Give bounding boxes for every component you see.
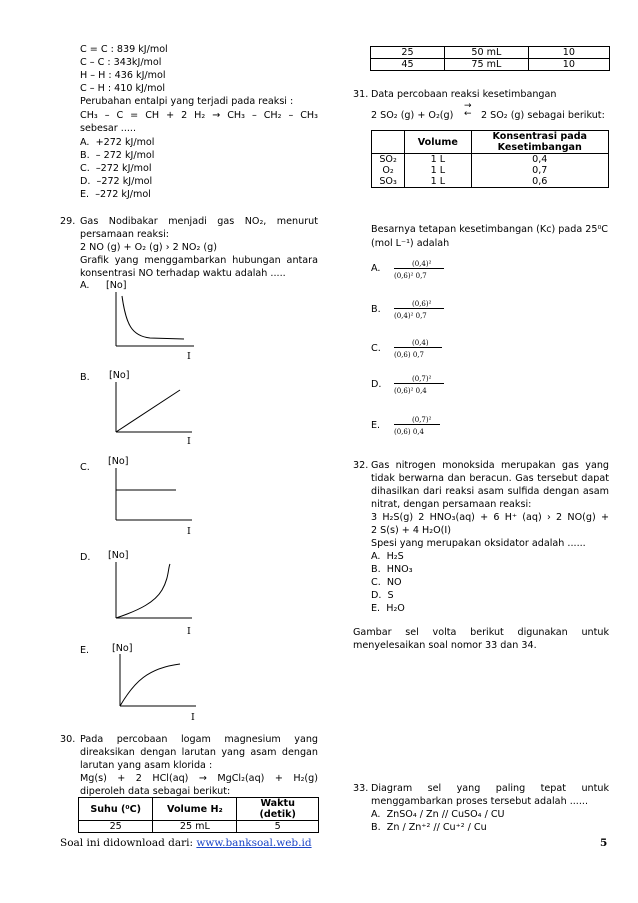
table-cell: 10 [528, 59, 609, 71]
answer-option[interactable]: A. H₂S [371, 551, 404, 562]
table-row [372, 165, 609, 176]
table-cell: 0,7 [471, 165, 608, 176]
table-row [371, 47, 610, 59]
section-text: menyelesaikan soal nomor 33 dan 34. [353, 640, 537, 651]
table-cell: 25 [371, 47, 445, 59]
option-letter[interactable]: C. [80, 462, 90, 473]
column-header: Waktu (detik) [237, 798, 319, 821]
reaction-equation: 3 H₂S(g) 2 HNO₃(aq) + 6 H⁺ (aq) › 2 NO(g) + [371, 512, 609, 523]
column-header: Suhu (⁰C) [79, 798, 153, 821]
table-cell: O₂ [372, 165, 405, 176]
table-cell: 1 L [405, 154, 471, 166]
table-cell: SO₃ [372, 176, 405, 188]
question-text: Besarnya tetapan kesetimbangan (Kc) pada 25⁰C [371, 224, 609, 235]
answer-option[interactable]: A. +272 kJ/mol [80, 137, 155, 148]
fraction-option-d[interactable] [390, 371, 480, 401]
answer-option[interactable]: E. –272 kJ/mol [80, 189, 151, 200]
bond-energy: H – H : 436 kJ/mol [80, 70, 166, 81]
column-header: Konsentrasi pada Kesetimbangan [471, 131, 608, 154]
question-text: Spesi yang merupakan oksidator adalah ...... [371, 538, 586, 549]
denominator: (0,6) 0,4 [394, 428, 424, 436]
x-axis-label: I [191, 712, 195, 723]
question-text: Data percobaan reaksi kesetimbangan [371, 89, 557, 100]
answer-option[interactable]: A. ZnSO₄ / Zn // CuSO₄ / CU [371, 809, 505, 820]
answer-option[interactable]: B. Zn / Zn⁺² // Cu⁺² / Cu [371, 822, 487, 833]
page-footer [60, 837, 312, 849]
question-text: dihasilkan dari reaksi asam sulfida dengan asam [371, 486, 609, 497]
answer-option[interactable]: E. H₂O [371, 603, 405, 614]
table-row [79, 821, 319, 833]
y-axis-label: [No] [108, 456, 129, 467]
fraction-bar [394, 383, 444, 384]
question-number: 33. [353, 783, 369, 794]
question-text: sebesar ..... [80, 123, 137, 134]
footer-link[interactable]: www.banksoal.web.id [196, 837, 312, 849]
option-letter[interactable]: A. [371, 263, 381, 274]
option-letter[interactable]: C. [371, 343, 381, 354]
question-text: Diagram sel yang paling tepat untuk [371, 783, 609, 794]
fraction-bar [394, 308, 444, 309]
table-cell: 0,6 [471, 176, 608, 188]
answer-option[interactable]: B. HNO₃ [371, 564, 413, 575]
fraction-option-e[interactable] [390, 412, 480, 442]
question-text: tidak berwarna dan beracun. Gas tersebut dapat [371, 473, 609, 484]
question-number: 31. [353, 89, 369, 100]
denominator: (0,4)² 0,7 [394, 312, 427, 320]
option-letter[interactable]: D. [371, 379, 382, 390]
x-axis-label: I [187, 626, 191, 637]
question-text: direaksikan dengan larutan yang asam dengan [80, 747, 318, 758]
x-axis-label: I [187, 436, 191, 447]
reaction-equation: 2 SO₂ (g) sebagai berikut: [481, 110, 605, 121]
curve [122, 296, 184, 339]
graph-exponential-increasing[interactable] [100, 560, 200, 624]
graph-decreasing-curve[interactable] [100, 290, 200, 352]
question-text: nitrat, dengan persamaan reaksi: [371, 499, 532, 510]
reaction-equation: 2 SO₂ (g) + O₂(g) [371, 110, 454, 121]
x-axis-label: I [187, 351, 191, 362]
y-axis-label: [No] [106, 280, 127, 291]
answer-option[interactable]: B. – 272 kJ/mol [80, 150, 155, 161]
option-letter[interactable]: D. [80, 552, 91, 563]
numerator: (0,6)² [412, 300, 432, 308]
option-letter[interactable]: E. [80, 645, 90, 656]
question-number: 30. [60, 734, 76, 745]
question-text: Grafik yang menggambarkan hubungan antara [80, 255, 318, 266]
bond-energy: C – H : 410 kJ/mol [80, 83, 165, 94]
table-row [372, 176, 609, 188]
question-text: Gas Nodibakar menjadi gas NO₂, menurut [80, 216, 318, 227]
equilibrium-arrows-icon: → ← [464, 101, 472, 119]
graph-constant[interactable] [100, 466, 200, 526]
table-cell: 50 mL [445, 47, 529, 59]
question-text: larutan yang asam klorida : [80, 760, 213, 771]
denominator: (0,6) 0,7 [394, 351, 424, 359]
x-axis-label: I [187, 526, 191, 537]
question-number: 29. [60, 216, 76, 227]
question-text: Perubahan entalpi yang terjadi pada reaksi : [80, 96, 294, 107]
table-cell: 5 [237, 821, 319, 833]
data-table-q31 [371, 130, 609, 188]
question-text: (mol L⁻¹) adalah [371, 238, 450, 249]
reaction-equation: 2 S(s) + 4 H₂O(I) [371, 525, 451, 536]
table-cell: 1 L [405, 165, 471, 176]
y-axis-label: [No] [109, 370, 130, 381]
question-text: Pada percobaan logam magnesium yang [80, 734, 318, 745]
fraction-option-a[interactable] [390, 256, 480, 286]
line [116, 390, 180, 432]
table-cell: 0,4 [471, 154, 608, 166]
page-number: 5 [600, 837, 608, 849]
fraction-bar [394, 268, 444, 269]
data-table-q30-continued [370, 46, 610, 71]
denominator: (0,6)² 0,7 [394, 272, 427, 280]
reaction-equation: Mg(s) + 2 HCl(aq) → MgCl₂(aq) + H₂(g) [80, 773, 318, 784]
option-letter[interactable]: B. [80, 372, 90, 383]
fraction-bar [394, 347, 442, 348]
reaction-equation: CH₃ – C = CH + 2 H₂ → CH₃ – CH₂ – CH₃ [80, 110, 318, 121]
bond-energy: C = C : 839 kJ/mol [80, 44, 168, 55]
numerator: (0,4)² [412, 260, 432, 268]
table-cell: 10 [528, 47, 609, 59]
bond-energy: C – C : 343kJ/mol [80, 57, 162, 68]
column-header: Volume [405, 131, 471, 154]
question-text: Gas nitrogen monoksida merupakan gas yang [371, 460, 609, 471]
table-cell: 25 [79, 821, 153, 833]
footer-text: Soal ini didownload dari: [60, 837, 197, 849]
question-text: persamaan reaksi: [80, 229, 170, 240]
fraction-option-c[interactable] [390, 335, 480, 365]
table-cell: 75 mL [445, 59, 529, 71]
y-axis-label: [No] [108, 550, 129, 561]
option-letter[interactable]: A. [80, 280, 90, 291]
option-letter[interactable]: B. [371, 304, 381, 315]
option-letter[interactable]: E. [371, 420, 381, 431]
fraction-bar [394, 424, 440, 425]
numerator: (0,7)² [412, 375, 432, 383]
numerator: (0,4) [412, 339, 429, 347]
table-row [372, 154, 609, 166]
answer-option[interactable]: C. –272 kJ/mol [80, 163, 152, 174]
table-cell: 25 mL [153, 821, 237, 833]
graph-linear-increasing[interactable] [100, 380, 200, 438]
data-table-q30 [78, 797, 319, 833]
fraction-option-b[interactable] [390, 296, 480, 326]
reaction-equation: 2 NO (g) + O₂ (g) › 2 NO₂ (g) [80, 242, 217, 253]
answer-option[interactable]: C. NO [371, 577, 402, 588]
table-cell: SO₂ [372, 154, 405, 166]
answer-option[interactable]: D. –272 kJ/mol [80, 176, 153, 187]
table-row [371, 59, 610, 71]
denominator: (0,6)² 0,4 [394, 387, 427, 395]
numerator: (0,7)² [412, 416, 432, 424]
graph-saturating-increasing[interactable] [104, 652, 204, 712]
table-cell: 45 [371, 59, 445, 71]
question-text: diperoleh data sebagai berikut: [80, 786, 231, 797]
table-cell: 1 L [405, 176, 471, 188]
question-text: konsentrasi NO terhadap waktu adalah ..... [80, 268, 286, 279]
question-number: 32. [353, 460, 369, 471]
question-text: menggambarkan proses tersebut adalah ...... [371, 796, 588, 807]
section-text: Gambar sel volta berikut digunakan untuk [353, 627, 609, 638]
curve [120, 664, 180, 706]
curve [116, 564, 170, 618]
y-axis-label: [No] [112, 643, 133, 654]
column-header [372, 131, 405, 154]
column-header: Volume H₂ [153, 798, 237, 821]
answer-option[interactable]: D. S [371, 590, 394, 601]
